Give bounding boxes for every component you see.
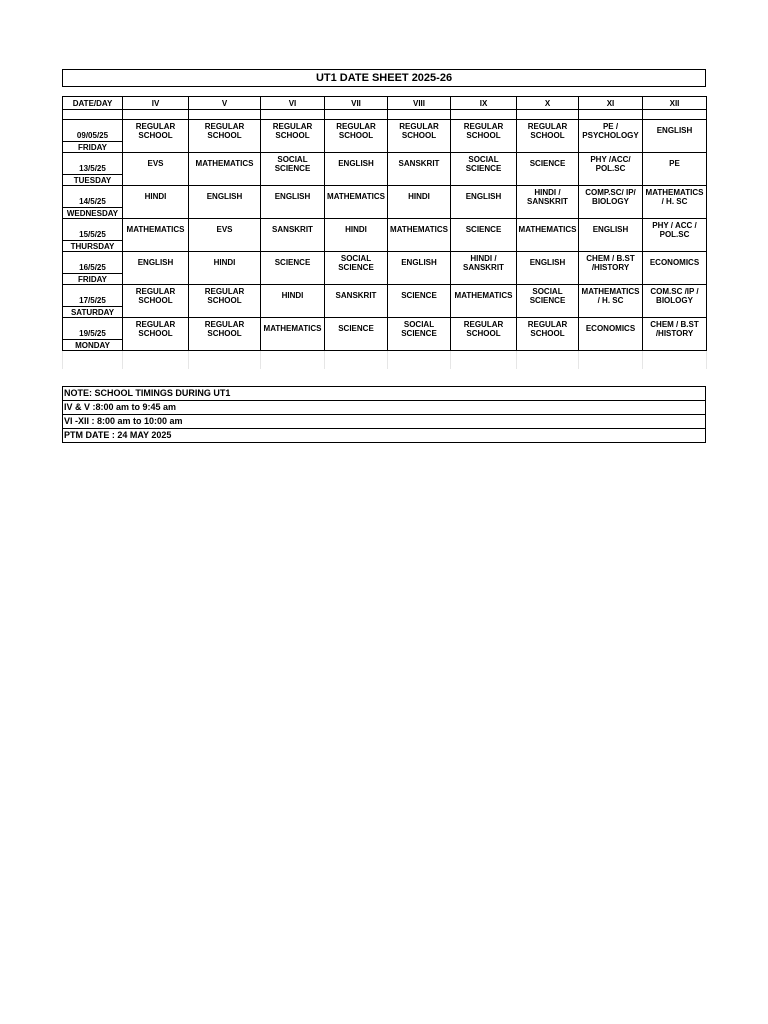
- note-row: [63, 429, 706, 443]
- subject-cell: SCIENCE: [388, 285, 451, 307]
- subject-cell: ENGLISH: [388, 252, 451, 274]
- subject-cell: ENGLISH: [123, 252, 189, 274]
- empty-row: [63, 351, 707, 361]
- subject-cell: SOCIAL SCIENCE: [388, 318, 451, 340]
- subject-cell: ENGLISH: [325, 153, 388, 175]
- subject-cell: SCIENCE: [325, 318, 388, 340]
- schedule-row: [63, 186, 707, 208]
- column-header: V: [189, 97, 261, 110]
- subject-cell: COMP.SC/ IP/ BIOLOGY: [579, 186, 643, 208]
- subject-cell: REGULAR SCHOOL: [517, 120, 579, 142]
- subject-cell: REGULAR SCHOOL: [123, 120, 189, 142]
- subject-cell: ENGLISH: [261, 186, 325, 208]
- exam-date: 16/5/25: [63, 252, 123, 274]
- exam-day: FRIDAY: [63, 274, 123, 285]
- column-header: VII: [325, 97, 388, 110]
- exam-date: 09/05/25: [63, 120, 123, 142]
- exam-day: TUESDAY: [63, 175, 123, 186]
- note-text: VI -XII : 8:00 am to 10:00 am: [63, 415, 706, 429]
- subject-cell: ENGLISH: [579, 219, 643, 241]
- exam-day: WEDNESDAY: [63, 208, 123, 219]
- subject-cell: ECONOMICS: [579, 318, 643, 340]
- subject-cell: SOCIAL SCIENCE: [325, 252, 388, 274]
- subject-cell: HINDI: [388, 186, 451, 208]
- subject-cell: REGULAR SCHOOL: [325, 120, 388, 142]
- subject-cell: HINDI: [325, 219, 388, 241]
- subject-cell: SCIENCE: [451, 219, 517, 241]
- spacer-row: [63, 110, 707, 120]
- subject-cell: MATHEMATICS: [261, 318, 325, 340]
- subject-cell: EVS: [189, 219, 261, 241]
- note-text: NOTE: SCHOOL TIMINGS DURING UT1: [63, 387, 706, 401]
- subject-cell: HINDI / SANSKRIT: [517, 186, 579, 208]
- subject-cell: REGULAR SCHOOL: [451, 120, 517, 142]
- exam-date: 14/5/25: [63, 186, 123, 208]
- column-header: VIII: [388, 97, 451, 110]
- subject-cell: EVS: [123, 153, 189, 175]
- subject-cell: PE: [643, 153, 707, 175]
- subject-cell: CHEM / B.ST /HISTORY: [579, 252, 643, 274]
- schedule-row: [63, 153, 707, 175]
- subject-cell: SANSKRIT: [261, 219, 325, 241]
- subject-cell: SOCIAL SCIENCE: [451, 153, 517, 175]
- note-row: [63, 387, 706, 401]
- weekday-row: [63, 241, 707, 252]
- subject-cell: REGULAR SCHOOL: [261, 120, 325, 142]
- weekday-row: [63, 340, 707, 351]
- subject-cell: MATHEMATICS: [189, 153, 261, 175]
- subject-cell: HINDI / SANSKRIT: [451, 252, 517, 274]
- subject-cell: REGULAR SCHOOL: [189, 120, 261, 142]
- subject-cell: ENGLISH: [451, 186, 517, 208]
- subject-cell: SOCIAL SCIENCE: [261, 153, 325, 175]
- subject-cell: ENGLISH: [517, 252, 579, 274]
- subject-cell: SANSKRIT: [325, 285, 388, 307]
- subject-cell: REGULAR SCHOOL: [517, 318, 579, 340]
- subject-cell: MATHEMATICS: [451, 285, 517, 307]
- exam-date: 13/5/25: [63, 153, 123, 175]
- exam-date: 17/5/25: [63, 285, 123, 307]
- weekday-row: [63, 307, 707, 318]
- weekday-row: [63, 142, 707, 153]
- column-header: DATE/DAY: [63, 97, 123, 110]
- schedule-row: [63, 285, 707, 307]
- subject-cell: REGULAR SCHOOL: [388, 120, 451, 142]
- note-row: [63, 401, 706, 415]
- subject-cell: MATHEMATICS / H. SC: [643, 186, 707, 208]
- notes-table: [62, 386, 706, 443]
- subject-cell: MATHEMATICS / H. SC: [579, 285, 643, 307]
- subject-cell: REGULAR SCHOOL: [189, 285, 261, 307]
- weekday-row: [63, 175, 707, 186]
- note-text: PTM DATE : 24 MAY 2025: [63, 429, 706, 443]
- column-header: IX: [451, 97, 517, 110]
- subject-cell: HINDI: [261, 285, 325, 307]
- sheet-title: UT1 DATE SHEET 2025-26: [62, 69, 706, 87]
- exam-schedule-table: [62, 96, 707, 369]
- column-header: VI: [261, 97, 325, 110]
- subject-cell: SANSKRIT: [388, 153, 451, 175]
- subject-cell: MATHEMATICS: [517, 219, 579, 241]
- subject-cell: HINDI: [123, 186, 189, 208]
- subject-cell: SCIENCE: [261, 252, 325, 274]
- subject-cell: ECONOMICS: [643, 252, 707, 274]
- subject-cell: MATHEMATICS: [325, 186, 388, 208]
- subject-cell: REGULAR SCHOOL: [189, 318, 261, 340]
- exam-date: 19/5/25: [63, 318, 123, 340]
- exam-day: SATURDAY: [63, 307, 123, 318]
- column-header: IV: [123, 97, 189, 110]
- exam-date: 15/5/25: [63, 219, 123, 241]
- weekday-row: [63, 208, 707, 219]
- subject-cell: MATHEMATICS: [123, 219, 189, 241]
- schedule-row: [63, 120, 707, 142]
- subject-cell: CHEM / B.ST /HISTORY: [643, 318, 707, 340]
- weekday-row: [63, 274, 707, 285]
- subject-cell: ENGLISH: [643, 120, 707, 142]
- exam-day: FRIDAY: [63, 142, 123, 153]
- schedule-row: [63, 252, 707, 274]
- subject-cell: REGULAR SCHOOL: [451, 318, 517, 340]
- subject-cell: MATHEMATICS: [388, 219, 451, 241]
- subject-cell: COM.SC /IP / BIOLOGY: [643, 285, 707, 307]
- subject-cell: PE / PSYCHOLOGY: [579, 120, 643, 142]
- exam-day: MONDAY: [63, 340, 123, 351]
- subject-cell: REGULAR SCHOOL: [123, 285, 189, 307]
- header-row: [63, 97, 707, 110]
- subject-cell: PHY / ACC / POL.SC: [643, 219, 707, 241]
- column-header: XI: [579, 97, 643, 110]
- note-text: IV & V :8:00 am to 9:45 am: [63, 401, 706, 415]
- subject-cell: REGULAR SCHOOL: [123, 318, 189, 340]
- subject-cell: PHY /ACC/ POL.SC: [579, 153, 643, 175]
- note-row: [63, 415, 706, 429]
- subject-cell: ENGLISH: [189, 186, 261, 208]
- schedule-row: [63, 219, 707, 241]
- column-header: X: [517, 97, 579, 110]
- exam-day: THURSDAY: [63, 241, 123, 252]
- schedule-row: [63, 318, 707, 340]
- empty-row: [63, 360, 707, 369]
- subject-cell: SOCIAL SCIENCE: [517, 285, 579, 307]
- subject-cell: HINDI: [189, 252, 261, 274]
- subject-cell: SCIENCE: [517, 153, 579, 175]
- column-header: XII: [643, 97, 707, 110]
